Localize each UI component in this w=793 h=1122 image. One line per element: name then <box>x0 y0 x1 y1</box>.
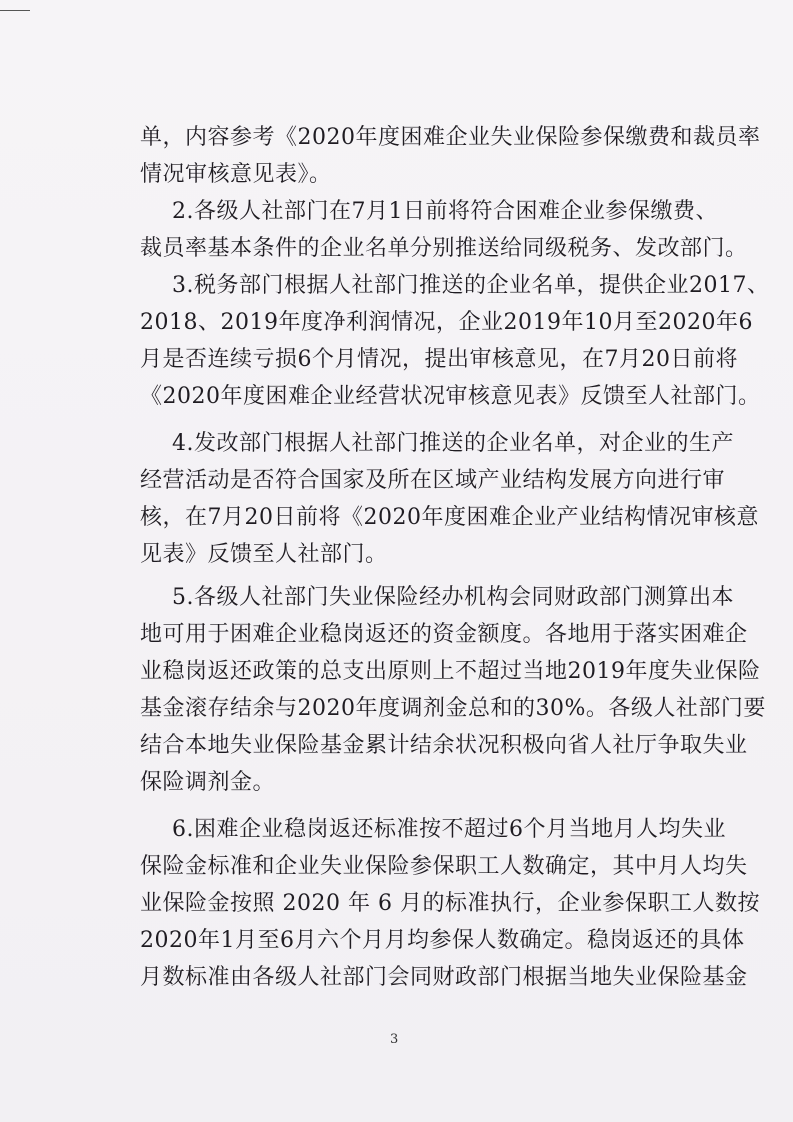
body-line: 月是否连续亏损6个月情况，提出审核意见，在7月20日前将 <box>140 347 738 372</box>
scan-corner-mark <box>0 10 30 11</box>
body-line: 3.税务部门根据人社部门推送的企业名单，提供企业2017、 <box>172 273 770 298</box>
body-line: 5.各级人社部门失业保险经办机构会同财政部门测算出本 <box>172 585 734 610</box>
body-line: 裁员率基本条件的企业名单分别推送给同级税务、发改部门。 <box>140 236 748 261</box>
body-line: 业稳岗返还政策的总支出原则上不超过当地2019年度失业保险 <box>140 659 761 684</box>
body-line: 情况审核意见表》。 <box>140 162 332 187</box>
body-line: 《2020年度困难企业经营状况审核意见表》反馈至人社部门。 <box>140 384 761 409</box>
body-line: 结合本地失业保险基金累计结余状况积极向省人社厅争取失业 <box>140 733 748 758</box>
body-line: 核，在7月20日前将《2020年度困难企业产业结构情况审核意 <box>140 505 759 530</box>
body-line: 保险调剂金。 <box>140 770 276 795</box>
body-line: 经营活动是否符合国家及所在区域产业结构发展方向进行审 <box>140 468 726 493</box>
body-line: 2020年1月至6月六个月月均参保人数确定。稳岗返还的具体 <box>140 928 745 953</box>
body-line: 保险金标准和企业失业保险参保职工人数确定，其中月人均失 <box>140 854 748 879</box>
body-line: 月数标准由各级人社部门会同财政部门根据当地失业保险基金 <box>140 965 748 990</box>
body-line: 基金滚存结余与2020年度调剂金总和的30%。各级人社部门要 <box>140 696 766 721</box>
body-line: 单，内容参考《2020年度困难企业失业保险参保缴费和裁员率 <box>140 125 761 150</box>
body-line: 业保险金按照 2020 年 6 月的标准执行，企业参保职工人数按 <box>140 891 760 916</box>
body-line: 2018、2019年度净利润情况，企业2019年10月至2020年6 <box>140 310 753 335</box>
body-line: 4.发改部门根据人社部门推送的企业名单，对企业的生产 <box>172 431 734 456</box>
body-line: 地可用于困难企业稳岗返还的资金额度。各地用于落实困难企 <box>140 622 748 647</box>
body-line: 6.困难企业稳岗返还标准按不超过6个月当地月人均失业 <box>172 817 726 842</box>
body-line: 2.各级人社部门在7月1日前将符合困难企业参保缴费、 <box>172 199 718 224</box>
page-number: 3 <box>390 1032 399 1047</box>
body-line: 见表》反馈至人社部门。 <box>140 542 388 567</box>
